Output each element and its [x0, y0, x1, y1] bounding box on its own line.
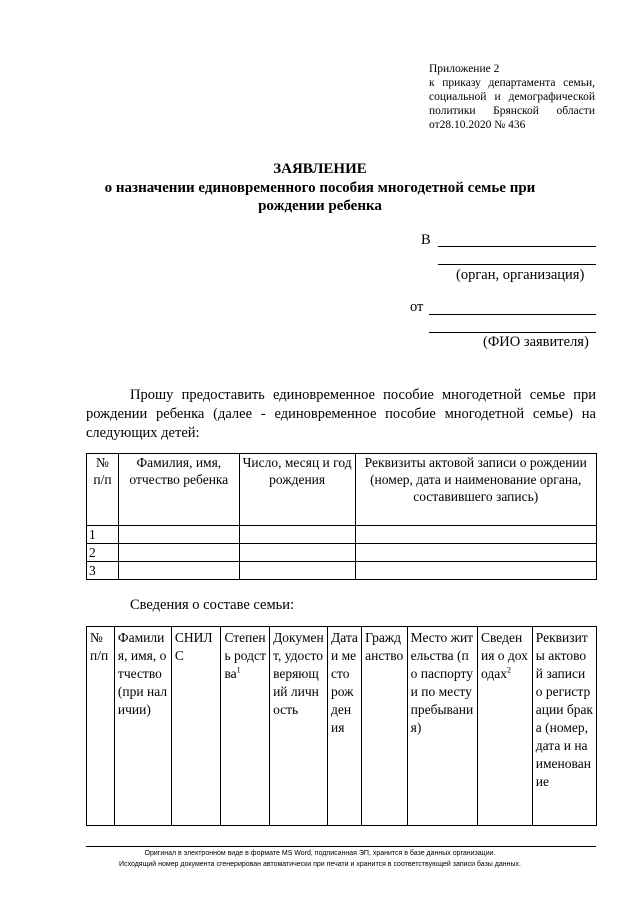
paragraph-line: Прошу предоставить единовременное пособие многодетной семье при: [130, 387, 596, 403]
from-caption: (ФИО заявителя): [483, 334, 589, 350]
to-prefix: В: [421, 232, 431, 248]
header-citizenship: Гражданство: [362, 627, 408, 826]
header-income-text: Сведения о доходах: [480, 630, 528, 681]
header-kinship: [221, 627, 270, 826]
header-number: № п/п: [87, 454, 119, 526]
family-section-caption: Сведения о составе семьи:: [130, 597, 295, 613]
header-birth-date-place: Дата и место рождения: [327, 627, 361, 826]
cell-birth-date[interactable]: [239, 544, 355, 562]
to-field-line[interactable]: [438, 246, 596, 247]
footnote-mark: 2: [506, 665, 511, 675]
cell-child-name[interactable]: [118, 562, 239, 580]
paragraph-line: рождении ребенка (далее - единовременное пособие многодетной семье) на: [86, 406, 596, 422]
header-birth-date: Число, месяц и год рождения: [239, 454, 355, 526]
cell-birth-record[interactable]: [355, 544, 596, 562]
to-caption: (орган, организация): [456, 267, 585, 283]
header-full-name: Фамилия, имя, отчество (при наличии): [114, 627, 171, 826]
header-residence: Место жительства (по паспорту и по месту пребывания): [407, 627, 477, 826]
appendix-line: политики Брянской области: [429, 105, 595, 117]
footer-note: Исходящий номер документа сгенерирован автоматически при печати и хранится в соответствующей записи базы данных.: [119, 861, 521, 868]
header-number: № п/п: [87, 627, 115, 826]
cell-child-name[interactable]: [118, 526, 239, 544]
header-marriage-record: Реквизиты актовой записи о регистрации брака (номер, дата и наименование: [532, 627, 596, 826]
from-field-line[interactable]: [429, 332, 596, 333]
appendix-header: [429, 62, 595, 132]
header-identity-document: Документ, удостоверяющий личность: [270, 627, 328, 826]
header-child-name: Фамилия, имя, отчество ребенка: [118, 454, 239, 526]
to-field-line[interactable]: [438, 264, 596, 265]
header-birth-record: Реквизиты актовой записи о рождении (номер, дата и наименование органа, составившего запись): [355, 454, 596, 526]
appendix-line: к приказу департамента семьи,: [429, 77, 595, 89]
row-number: 3: [87, 562, 119, 580]
cell-birth-record[interactable]: [355, 562, 596, 580]
header-kinship-text: Степень родства: [224, 630, 266, 681]
header-income: [477, 627, 532, 826]
from-prefix: от: [410, 299, 424, 315]
paragraph-line: следующих детей:: [86, 425, 200, 441]
row-number: 1: [87, 526, 119, 544]
cell-birth-date[interactable]: [239, 526, 355, 544]
row-number: 2: [87, 544, 119, 562]
cell-birth-record[interactable]: [355, 526, 596, 544]
appendix-line: социальной и демографической: [429, 91, 595, 103]
family-table: [86, 626, 597, 826]
document-title: ЗАЯВЛЕНИЕ: [273, 161, 367, 177]
request-paragraph: [86, 386, 596, 443]
footnote-mark: 1: [236, 665, 241, 675]
appendix-line: от28.10.2020 № 436: [429, 119, 526, 131]
document-subtitle: о назначении единовременного пособия многодетной семье при: [104, 180, 536, 196]
cell-child-name[interactable]: [118, 544, 239, 562]
document-subtitle: рождении ребенка: [258, 198, 382, 214]
cell-birth-date[interactable]: [239, 562, 355, 580]
children-table: [86, 453, 597, 580]
from-field-line[interactable]: [429, 314, 596, 315]
appendix-line: Приложение 2: [429, 63, 500, 75]
footer-note: Оригинал в электронном виде в формате MS Word, подписанная ЭП, хранится в базе данных организации.: [144, 850, 496, 857]
footer-divider: [86, 846, 596, 847]
header-snils: СНИЛС: [171, 627, 221, 826]
